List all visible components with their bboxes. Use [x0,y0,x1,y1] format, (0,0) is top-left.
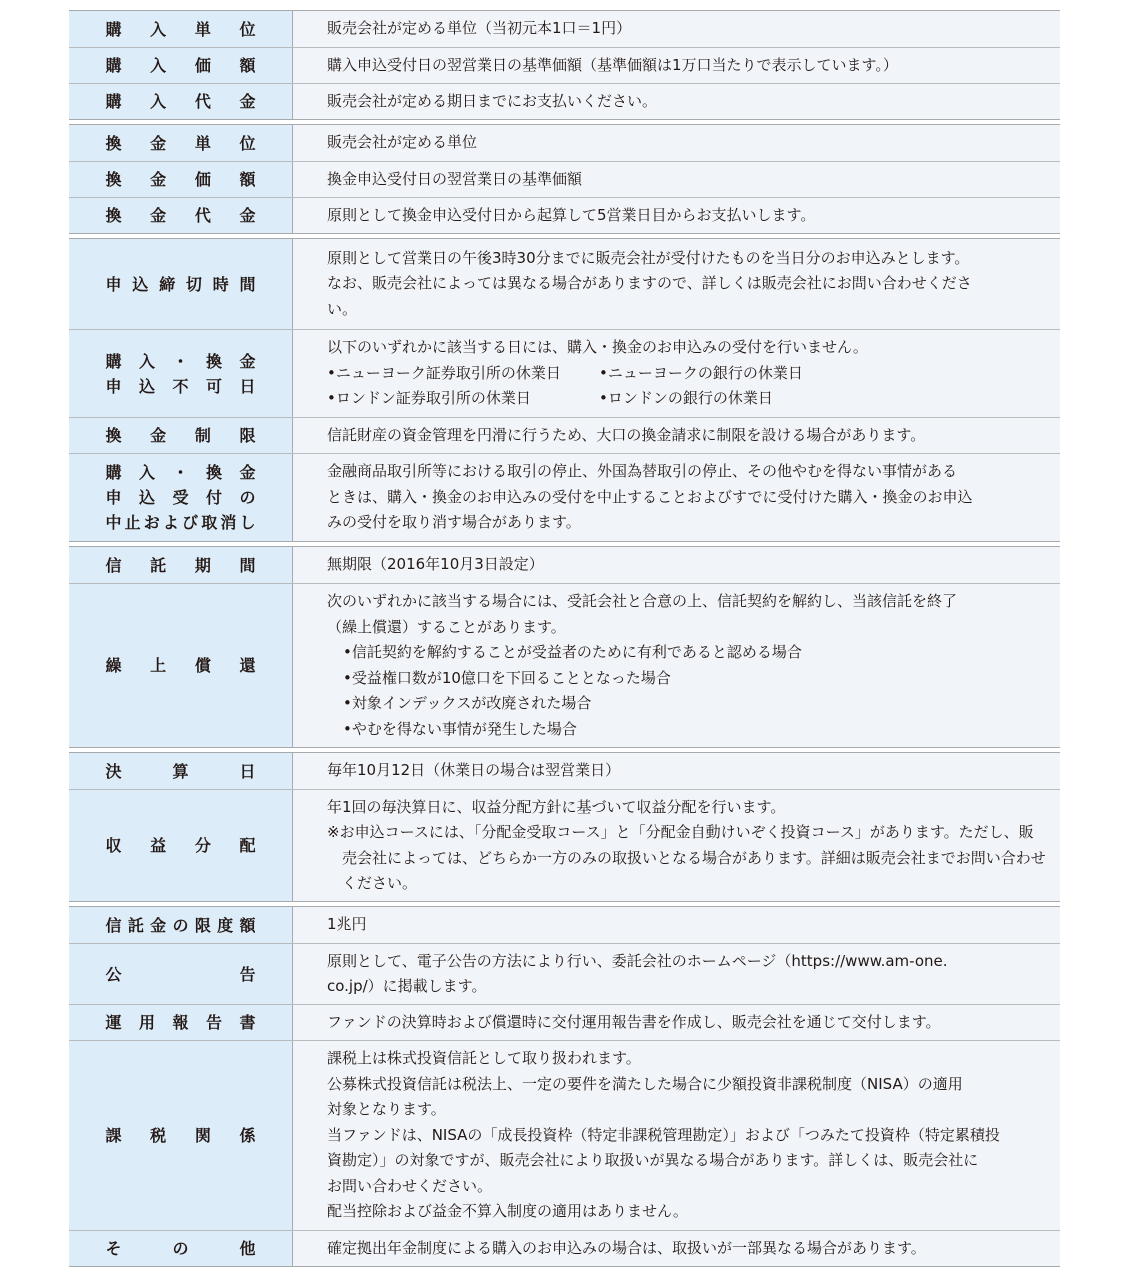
row-label-text: 購入価額 [105,56,256,75]
value-line: 換金申込受付日の翌営業日の基準価額 [327,169,583,188]
row-label-text: 換金価額 [105,170,256,189]
value-line: 配当控除および益金不算入制度の適用はありません。 [327,1202,688,1221]
row-label [69,125,293,161]
table-row [69,453,1060,541]
row-label-text: 公告 [105,964,256,984]
row-value [293,547,1060,583]
section-group [69,546,1060,748]
row-label [69,239,293,329]
row-label [69,907,293,943]
value-bullet: •受益権口数が10億口を下回ることとなった場合 [343,668,671,687]
value-line: 原則として換金申込受付日から起算して5営業日目からお支払いします。 [327,205,816,224]
table-row [69,197,1060,233]
table-row [69,125,1060,161]
row-value [293,162,1060,197]
row-label [69,790,293,901]
value-line: なお、販売会社によっては異なる場合がありますので、詳しくは販売会社にお問い合わせくださ [327,274,972,293]
row-value [293,11,1060,47]
row-label-text: 換金単位 [105,133,256,153]
table-row [69,1040,1060,1230]
row-value [293,1231,1060,1266]
value-line: 次のいずれかに該当する場合には、受託会社と合意の上、信託契約を解約し、当該信託を終了 [327,592,958,610]
row-label-text: 信託金の限度額 [105,915,256,935]
row-value [293,84,1060,119]
row-value [293,48,1060,83]
row-value [293,239,1060,329]
value-columns [327,361,1046,387]
value-bullet: •対象インデックスが改廃された場合 [343,694,592,712]
row-label [69,48,293,83]
value-line: 信託財産の資金管理を円滑に行うため、大口の換金請求に制限を設ける場合があります。 [327,425,926,444]
table-row [69,47,1060,83]
row-value [293,1005,1060,1040]
table-row [69,239,1060,329]
row-label-text: 申込締切時間 [105,274,256,294]
row-label [69,11,293,47]
row-label-text: 決算日 [105,761,256,781]
value-col-item: •ロンドン証券取引所の休業日 [327,389,531,408]
row-label [69,454,293,541]
row-label [69,162,293,197]
row-value [293,454,1060,541]
row-label-text: 申込不可日 [105,376,256,396]
row-label-text: 換金制限 [105,426,256,445]
row-label-text: 購入・換金 [105,463,256,482]
row-value [293,753,1060,789]
row-label-text: 課税関係 [105,1126,256,1145]
value-line: co.jp/）に掲載します。 [327,977,487,995]
row-label-text: 購入・換金 [105,351,256,371]
row-value [293,198,1060,233]
value-bullet: •やむを得ない事情が発生した場合 [343,719,577,738]
row-value [293,584,1060,747]
row-label [69,418,293,453]
value-line: ファンドの決算時および償還時に交付運用報告書を作成し、販売会社を通じて交付します。 [327,1012,941,1031]
row-label-text: その他 [105,1239,256,1258]
value-line: 金融商品取引所等における取引の停止、外国為替取引の停止、その他やむを得ない事情がある [327,462,958,481]
value-line: 原則として、電子公告の方法により行い、委託会社のホームページ（https://www.am-one. [327,951,948,970]
row-value [293,1041,1060,1230]
value-line: 毎年10月12日（休業日の場合は翌営業日） [327,761,621,780]
row-label [69,584,293,747]
table-row [69,161,1060,197]
value-line: 以下のいずれかに該当する日には、購入・換金のお申込みの受付を行いません。 [327,338,868,357]
row-label-text: 購入単位 [105,19,256,39]
row-label [69,1005,293,1040]
value-line: ときは、購入・換金のお申込みの受付を中止することおよびすでに受付けた購入・換金のお申込 [327,487,973,506]
section-group [69,752,1060,902]
value-line: お問い合わせください。 [327,1176,493,1195]
row-label-text: 換金代金 [105,206,256,225]
value-line: 資勘定）」の対象ですが、販売会社により取扱いが異なる場合があります。詳しくは、販売会社に [327,1151,979,1170]
table-row [69,1004,1060,1040]
value-line: 当ファンドは、NISAの「成長投資枠（特定非課税管理勘定）」および「つみたて投資枠（特定累積投 [327,1125,1000,1144]
row-label [69,753,293,789]
value-note: ※お申込コースには、「分配金受取コース」と「分配金自動けいぞく投資コース」があります。ただし、販売会社によっては、どちらか一方のみの取扱いとなる場合があります。詳細は販売会社までお問い合わせください。 [327,823,1046,892]
row-value [293,330,1060,417]
row-label-text: 収益分配 [105,836,256,855]
row-label-text: 運用報告書 [105,1013,256,1032]
value-line: （繰上償還）することがあります。 [327,617,566,636]
table-row [69,329,1060,417]
value-line: 販売会社が定める期日までにお支払いください。 [327,91,658,110]
row-label-text: 信託期間 [105,555,256,575]
value-line: 無期限（2016年10月3日設定） [327,555,544,574]
row-label-text: 申込受付の [105,488,256,507]
row-label [69,1041,293,1230]
table-row [69,417,1060,453]
value-line: みの受付を取り消す場合があります。 [327,513,581,532]
value-line: 課税上は株式投資信託として取り扱われます。 [327,1049,641,1068]
table-row [69,83,1060,119]
row-label [69,330,293,417]
row-label [69,547,293,583]
table-row [69,583,1060,747]
row-label [69,198,293,233]
table-row [69,547,1060,583]
row-label [69,1231,293,1266]
value-col-item: •ニューヨークの銀行の休業日 [599,363,803,382]
row-value [293,790,1060,901]
value-line: い。 [327,299,358,318]
row-value [293,418,1060,453]
value-line: 販売会社が定める単位（当初元本1口＝1円） [327,19,632,38]
row-label [69,944,293,1004]
table-row [69,907,1060,943]
row-value [293,907,1060,943]
row-label [69,84,293,119]
section-group [69,10,1060,120]
table-row [69,789,1060,901]
value-col-item: •ロンドンの銀行の休業日 [599,389,773,408]
value-line: 販売会社が定める単位 [327,133,478,152]
value-line: 1兆円 [327,915,367,934]
row-label-text: 購入代金 [105,92,256,111]
row-value [293,125,1060,161]
row-value [293,944,1060,1004]
value-col-item: •ニューヨーク証券取引所の休業日 [327,363,561,382]
table-row [69,943,1060,1004]
value-line: 公募株式投資信託は税法上、一定の要件を満たした場合に少額投資非課税制度（NISA）の適用 [327,1074,963,1093]
section-group [69,124,1060,234]
table-row [69,11,1060,47]
table-row [69,1230,1060,1266]
fund-terms-table [69,10,1060,1267]
value-line: 原則として営業日の午後3時30分までに販売会社が受付けたものを当日分のお申込みとします。 [327,248,970,267]
table-row [69,753,1060,789]
value-line: 年1回の毎決算日に、収益分配方針に基づいて収益分配を行います。 [327,797,786,816]
section-group [69,906,1060,1267]
row-label-text: 繰上償還 [105,656,256,675]
section-group [69,238,1060,542]
value-line: 対象となります。 [327,1100,446,1119]
value-line: 確定拠出年金制度による購入のお申込みの場合は、取扱いが一部異なる場合があります。 [327,1238,926,1257]
row-label-text: 中止および取消し [105,513,256,532]
value-bullet: •信託契約を解約することが受益者のために有利であると認める場合 [343,643,802,661]
value-line: 購入申込受付日の翌営業日の基準価額（基準価額は1万口当たりで表示しています。） [327,55,898,74]
value-columns [327,386,1046,412]
